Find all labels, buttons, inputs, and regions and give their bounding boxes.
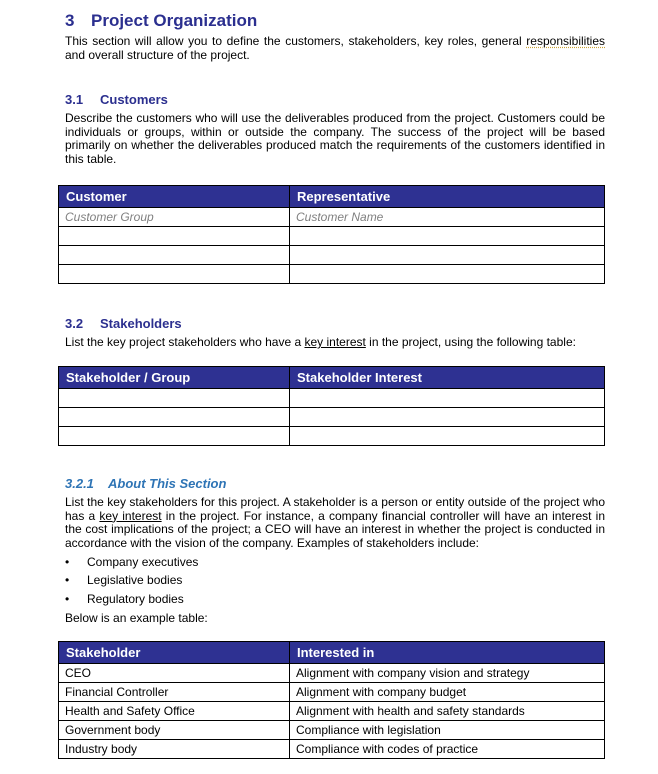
table-row: [59, 702, 605, 721]
table-cell: Alignment with company vision and strategy: [290, 664, 605, 683]
heading-number: 3.1: [65, 92, 84, 107]
table-cell: Industry body: [59, 740, 290, 759]
column-header: Stakeholder / Group: [59, 367, 290, 389]
table-cell[interactable]: [290, 246, 605, 265]
section-title: Project Organization: [91, 11, 258, 30]
table-cell: Alignment with health and safety standards: [290, 702, 605, 721]
list-item: [65, 555, 198, 569]
table-row: [59, 683, 605, 702]
example-stakeholder-table: [58, 641, 605, 759]
stakeholders-heading: [65, 316, 182, 331]
heading-number: 3.2: [65, 316, 84, 331]
section-heading: [65, 11, 257, 31]
table-cell[interactable]: [59, 265, 290, 284]
table-cell: CEO: [59, 664, 290, 683]
stakeholders-description: [65, 336, 605, 350]
section-intro: [65, 35, 605, 62]
text: in the project. For instance, a company financial controller will have an interest in the cost implications of the project; a CEO will have an interest in whether the project is conducted in accordance with the vision of the company. Examples of stakeholders include:: [65, 508, 605, 551]
table-row: [59, 664, 605, 683]
table-cell[interactable]: Customer Group: [59, 208, 290, 227]
key-interest-link[interactable]: key interest: [304, 335, 366, 349]
about-heading: [65, 476, 226, 491]
table-cell: Alignment with company budget: [290, 683, 605, 702]
table-row: [59, 208, 605, 227]
customers-heading: [65, 92, 168, 107]
table-cell: Government body: [59, 721, 290, 740]
table-row: [59, 389, 605, 408]
table-cell: Compliance with codes of practice: [290, 740, 605, 759]
table-row: [59, 265, 605, 284]
bullet-icon: •: [65, 592, 70, 606]
table-header-row: [59, 642, 605, 664]
table-cell[interactable]: [290, 389, 605, 408]
customers-description: Describe the customers who will use the deliverables produced from the project. Customers could be individuals or groups, within or outside the company. The success of the project will be based primarily on whether the deliverables produced match the requirements of the customers identified in this table.: [65, 111, 605, 167]
table-cell: Health and Safety Office: [59, 702, 290, 721]
customers-table: [58, 185, 605, 284]
column-header: Interested in: [290, 642, 605, 664]
text: List the key stakeholders for this project. A stakeholder is a person or entity outside of the project who has a: [65, 495, 605, 523]
spellcheck-flagged-word[interactable]: responsibilities: [526, 34, 605, 48]
table-row: [59, 427, 605, 446]
stakeholders-table: [58, 366, 605, 446]
heading-title: About This Section: [108, 476, 227, 491]
heading-title: Stakeholders: [100, 316, 182, 331]
heading-number: 3.2.1: [65, 476, 94, 491]
table-row: [59, 408, 605, 427]
column-header: Stakeholder: [59, 642, 290, 664]
list-item-text: Regulatory bodies: [87, 592, 184, 606]
table-cell[interactable]: [59, 427, 290, 446]
table-cell[interactable]: [290, 408, 605, 427]
column-header: Customer: [59, 186, 290, 208]
table-header-row: [59, 367, 605, 389]
example-table-intro: Below is an example table:: [65, 611, 208, 625]
bullet-icon: •: [65, 555, 70, 569]
table-cell: Compliance with legislation: [290, 721, 605, 740]
table-cell: Financial Controller: [59, 683, 290, 702]
intro-text: This section will allow you to define the customers, stakeholders, key roles, general: [65, 34, 527, 48]
intro-text-end: and overall structure of the project.: [65, 47, 250, 62]
column-header: Representative: [290, 186, 605, 208]
bullet-icon: •: [65, 573, 70, 587]
table-cell[interactable]: [59, 408, 290, 427]
table-cell[interactable]: [59, 227, 290, 246]
table-cell[interactable]: [59, 389, 290, 408]
table-cell[interactable]: [59, 246, 290, 265]
table-cell[interactable]: [290, 427, 605, 446]
table-row: [59, 246, 605, 265]
table-header-row: [59, 186, 605, 208]
about-paragraph: [65, 496, 605, 551]
text: in the project, using the following table:: [365, 335, 576, 349]
list-item-text: Company executives: [87, 555, 199, 569]
list-item: [65, 573, 182, 587]
table-cell[interactable]: [290, 265, 605, 284]
key-interest-link[interactable]: key interest: [99, 508, 162, 523]
list-item: [65, 592, 184, 606]
table-row: [59, 721, 605, 740]
table-row: [59, 227, 605, 246]
text: List the key project stakeholders who have a: [65, 335, 305, 349]
column-header: Stakeholder Interest: [290, 367, 605, 389]
table-row: [59, 740, 605, 759]
list-item-text: Legislative bodies: [87, 573, 183, 587]
heading-title: Customers: [100, 92, 168, 107]
table-cell[interactable]: Customer Name: [290, 208, 605, 227]
table-cell[interactable]: [290, 227, 605, 246]
section-number: 3: [65, 11, 75, 30]
